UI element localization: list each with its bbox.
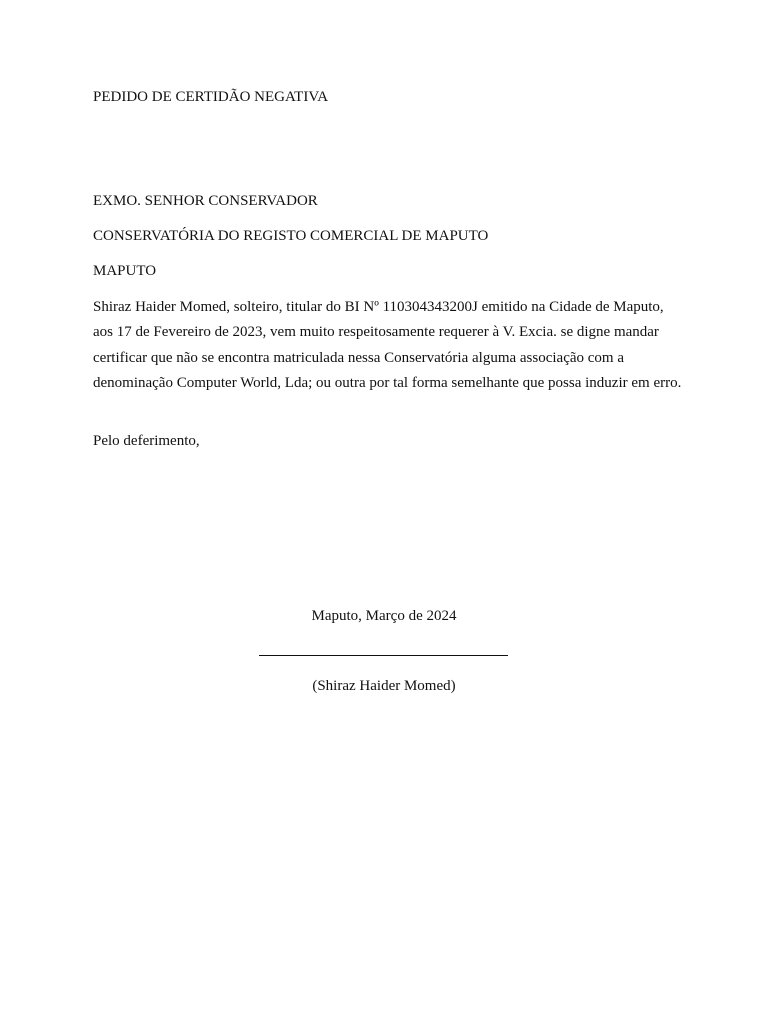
place-date: Maputo, Março de 2024 — [311, 608, 457, 624]
request-body: Shiraz Haider Momed, solteiro, titular do BI Nº 110304343200J emitido na Cidade de Maputo, aos 17 de Fevereiro de 2023, vem muito respeitosamente requerer à V. Excia. se digne mandar certificar que não se encontra matriculada nessa Conservatória alguma associação com a denominação Computer World, Lda; ou outra por tal forma semelhante que possa induzir em erro. — [93, 299, 682, 391]
signer-name: (Shiraz Haider Momed) — [312, 678, 456, 694]
addressee-line-3: MAPUTO — [93, 263, 157, 279]
closing-phrase: Pelo deferimento, — [93, 433, 200, 449]
addressee-line-1: EXMO. SENHOR CONSERVADOR — [93, 193, 318, 209]
document-title: PEDIDO DE CERTIDÃO NEGATIVA — [93, 89, 329, 105]
addressee-line-2: CONSERVATÓRIA DO REGISTO COMERCIAL DE MAPUTO — [93, 228, 489, 244]
signature-line — [259, 655, 508, 656]
